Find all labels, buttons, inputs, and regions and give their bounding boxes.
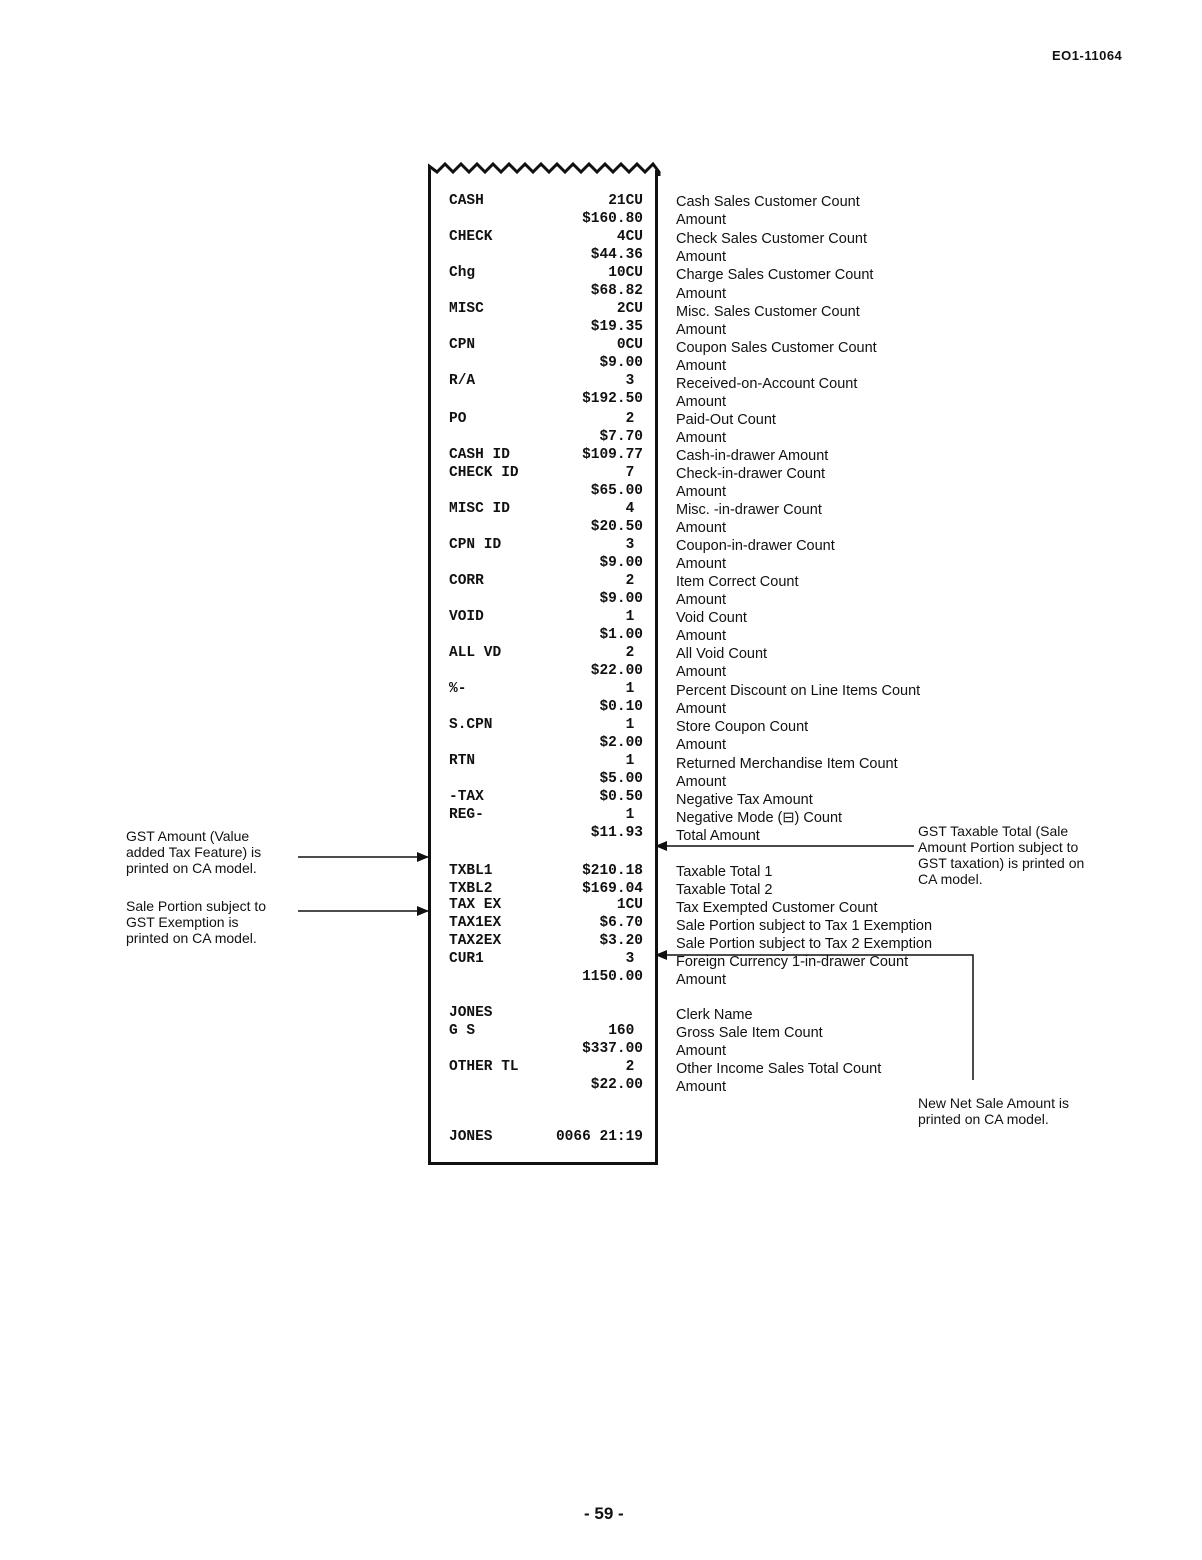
note-gst-amount: GST Amount (Value added Tax Feature) is printed on CA model. [126,828,262,876]
field-description: Other Income Sales Total Count [676,1061,882,1077]
receipt-line-value: $1.00 [599,627,643,643]
note-gst-taxable: GST Taxable Total (Sale Amount Portion subject to GST taxation) is printed on CA model. [918,823,1085,887]
note-gst-exemption: Sale Portion subject to GST Exemption is printed on CA model. [126,898,267,946]
receipt-line-label: CPN [449,337,476,353]
field-description: Amount [676,212,726,228]
receipt-line-value: 2 [625,411,643,427]
receipt-line-value: $9.00 [599,555,643,571]
field-description: Store Coupon Count [676,719,809,735]
receipt-line-value: $22.00 [590,1077,643,1093]
receipt-line-label: PO [449,411,467,427]
field-description: Taxable Total 1 [676,864,773,880]
field-description: Amount [676,1079,726,1095]
receipt-line-value: $6.70 [599,915,643,931]
receipt-line-value: $2.00 [599,735,643,751]
receipt-line-value: 1 [625,753,643,769]
receipt-line-value: $68.82 [590,283,643,299]
receipt-line-label: REG- [449,807,484,823]
receipt-line-value: 3 [625,951,643,967]
field-description: Item Correct Count [676,574,799,590]
receipt-line-value: 1150.00 [582,969,643,985]
receipt-line-value: $65.00 [590,483,643,499]
field-description: Amount [676,774,726,790]
field-description: Amount [676,430,726,446]
field-description: Amount [676,322,726,338]
receipt-line-label: -TAX [449,789,484,805]
receipt-line-label: CASH ID [449,447,510,463]
receipt-line-value: $0.10 [599,699,643,715]
field-description: Amount [676,358,726,374]
receipt-line-value: $160.80 [582,211,643,227]
field-description: Charge Sales Customer Count [676,267,874,283]
field-description: Cash-in-drawer Amount [676,448,829,464]
receipt-line-value: 2 [625,1059,643,1075]
field-description: Total Amount [676,828,760,844]
document-id: EO1-11064 [1052,48,1123,63]
receipt-line-value: $210.18 [582,863,643,879]
receipt-line-label: TXBL2 [449,881,493,897]
page-number: - 59 - [584,1504,624,1523]
receipt-line-value: 7 [625,465,643,481]
field-description: Amount [676,556,726,572]
field-description: Gross Sale Item Count [676,1025,823,1041]
receipt-line-value: 1CU [616,897,643,913]
receipt-line-value: 10CU [608,265,643,281]
receipt-line-value: $44.36 [590,247,643,263]
field-description: Cash Sales Customer Count [676,194,860,210]
receipt-line-value: 21CU [608,193,643,209]
receipt-line-value: $9.00 [599,591,643,607]
receipt-line-value: 2CU [616,301,643,317]
receipt-line-label: %- [449,681,467,697]
field-description: Amount [676,286,726,302]
receipt-line-value: 1 [625,717,643,733]
receipt-line-value: $11.93 [590,825,643,841]
receipt-line-label: TXBL1 [449,863,493,879]
arrow-net-sale [656,955,973,1080]
receipt-line-value: 4CU [616,229,643,245]
field-description: Sale Portion subject to Tax 1 Exemption [676,918,933,934]
receipt-line-label: JONES [449,1129,493,1145]
field-description: Amount [676,592,726,608]
receipt-line-label: MISC ID [449,501,510,517]
receipt-line-label: CASH [449,193,484,209]
field-description: Amount [676,484,726,500]
receipt-line-label: RTN [449,753,476,769]
receipt-line-value: $3.20 [599,933,643,949]
receipt-line-value: $22.00 [590,663,643,679]
field-description: Amount [676,737,726,753]
receipt-line-label: OTHER TL [449,1059,519,1075]
receipt-line-value: $9.00 [599,355,643,371]
receipt-line-value: $5.00 [599,771,643,787]
receipt-line-label: CHECK [449,229,493,245]
field-description: Coupon Sales Customer Count [676,340,877,356]
receipt-line-value: $20.50 [590,519,643,535]
receipt-line-value: 2 [625,573,643,589]
field-description: Check-in-drawer Count [676,466,826,482]
receipt-line-value: $7.70 [599,429,643,445]
field-description: Coupon-in-drawer Count [676,538,835,554]
receipt-line-label: CORR [449,573,484,589]
field-description: Misc. -in-drawer Count [676,502,822,518]
field-description: Returned Merchandise Item Count [676,756,898,772]
receipt-line-label: CPN ID [449,537,502,553]
receipt-line-label: MISC [449,301,484,317]
field-description: Amount [676,520,726,536]
field-description: Amount [676,701,726,717]
field-description: Sale Portion subject to Tax 2 Exemption [676,936,933,952]
receipt-line-value: 0CU [616,337,643,353]
receipt-line-value: $192.50 [582,391,643,407]
receipt-line-value: 1 [625,681,643,697]
field-description: Amount [676,394,726,410]
field-description: Percent Discount on Line Items Count [676,683,921,699]
field-description: Amount [676,1043,726,1059]
field-description: Amount [676,628,726,644]
receipt-line-label: R/A [449,373,476,389]
receipt-line-value: $169.04 [582,881,643,897]
field-description: Foreign Currency 1-in-drawer Count [676,954,909,970]
receipt-line-value: 1 [625,807,643,823]
receipt-line-label: G S [449,1023,476,1039]
receipt-line-value: 3 [625,373,643,389]
field-description: Amount [676,664,726,680]
field-description: Check Sales Customer Count [676,231,867,247]
receipt-line-label: VOID [449,609,484,625]
note-net-sale: New Net Sale Amount is printed on CA model. [918,1095,1069,1127]
receipt-line-label: S.CPN [449,717,493,733]
field-description: Amount [676,972,726,988]
field-description: All Void Count [676,646,768,662]
field-description: Amount [676,249,726,265]
receipt-line-value: 160 [608,1023,643,1039]
receipt-line-label: JONES [449,1005,493,1021]
receipt-line-label: TAX1EX [449,915,502,931]
field-description: Paid-Out Count [676,412,776,428]
field-description: Clerk Name [676,1007,753,1023]
field-description: Misc. Sales Customer Count [676,304,860,320]
receipt-line-value: 2 [625,645,643,661]
field-description: Tax Exempted Customer Count [676,900,878,916]
receipt-line-value: $0.50 [599,789,643,805]
field-description: Received-on-Account Count [676,376,858,392]
receipt-line-value: $109.77 [582,447,643,463]
receipt-line-label: TAX EX [449,897,502,913]
receipt-line-label: ALL VD [449,645,502,661]
receipt-line-value: $337.00 [582,1041,643,1057]
field-description: Negative Tax Amount [676,792,813,808]
receipt-line-label: CHECK ID [449,465,519,481]
receipt-line-value: $19.35 [590,319,643,335]
receipt-line-value: 0066 21:19 [555,1129,643,1145]
receipt-line-label: CUR1 [449,951,484,967]
receipt-line-value: 1 [625,609,643,625]
receipt-line-label: Chg [449,265,476,281]
receipt-line-value: 4 [625,501,643,517]
receipt-line-value: 3 [625,537,643,553]
field-description: Void Count [676,610,747,626]
field-description: Taxable Total 2 [676,882,773,898]
field-description: Negative Mode (⊟) Count [676,810,843,826]
receipt-line-label: TAX2EX [449,933,502,949]
